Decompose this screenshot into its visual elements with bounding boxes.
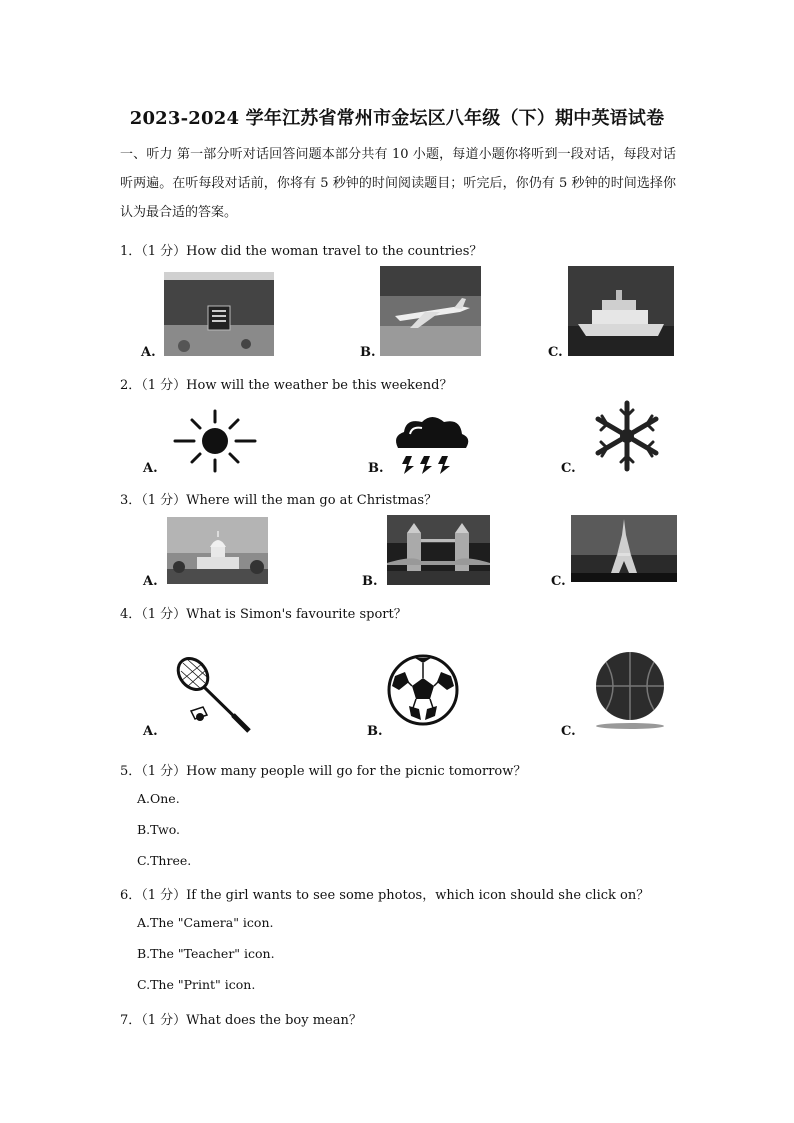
train-station-photo[interactable] (164, 272, 274, 356)
option-b[interactable]: B.The "Teacher" icon. (137, 946, 275, 961)
option-b[interactable]: B.Two. (137, 822, 181, 837)
question-6: 6．（1 分）If the girl wants to see some photos，which icon should she click on？ (120, 888, 650, 903)
option-c-label: C. (561, 724, 576, 739)
option-a[interactable]: A.The "Camera" icon. (137, 915, 274, 930)
question-3: 3．（1 分）Where will the man go at Christmas？ (120, 493, 438, 508)
snowflake-icon[interactable] (584, 400, 670, 472)
eiffel-tower-photo[interactable] (571, 515, 677, 582)
option-c-label: C. (551, 574, 566, 589)
sun-icon[interactable] (172, 408, 258, 474)
question-5: 5．（1 分）How many people will go for the picnic tomorrow？ (120, 764, 527, 779)
option-b-label: B. (367, 724, 383, 739)
option-a-label: A. (143, 724, 158, 739)
option-b-label: B. (368, 461, 384, 476)
question-2: 2．（1 分）How will the weather be this weekend？ (120, 378, 453, 393)
option-b-label: B. (362, 574, 378, 589)
question-7: 7．（1 分）What does the boy mean？ (120, 1013, 362, 1028)
basketball-photo[interactable] (590, 640, 670, 732)
capitol-photo[interactable] (167, 517, 268, 584)
option-c-label: C. (561, 461, 576, 476)
option-a-label: A. (141, 345, 156, 360)
option-a-label: A. (143, 461, 158, 476)
football-icon[interactable] (387, 654, 459, 726)
airplane-photo[interactable] (380, 266, 481, 356)
option-a-label: A. (143, 574, 158, 589)
ship-photo[interactable] (568, 266, 674, 356)
question-4: 4．（1 分）What is Simon's favourite sport？ (120, 607, 407, 622)
option-c-label: C. (548, 345, 563, 360)
page-title: 2023-2024 学年江苏省常州市金坛区八年级（下）期中英语试卷 (129, 108, 665, 129)
option-a[interactable]: A.One. (137, 791, 180, 806)
option-c[interactable]: C.The "Print" icon. (137, 977, 256, 992)
tower-bridge-photo[interactable] (387, 515, 490, 585)
option-b-label: B. (360, 345, 376, 360)
section-intro: 一、听力 第一部分听对话回答问题本部分共有 10 小题，每道小题你将听到一段对话，每段对话听两遍。在听每段对话前，你将有 5 秒钟的时间阅读题目；听完后，你仍有 5 秒钟的时间选择你认为最合适的答案。 (120, 147, 676, 220)
question-1: 1．（1 分）How did the woman travel to the countries？ (120, 244, 483, 259)
badminton-icon[interactable] (173, 653, 253, 733)
option-c[interactable]: C.Three. (137, 853, 192, 868)
rain-cloud-icon[interactable] (390, 412, 472, 474)
